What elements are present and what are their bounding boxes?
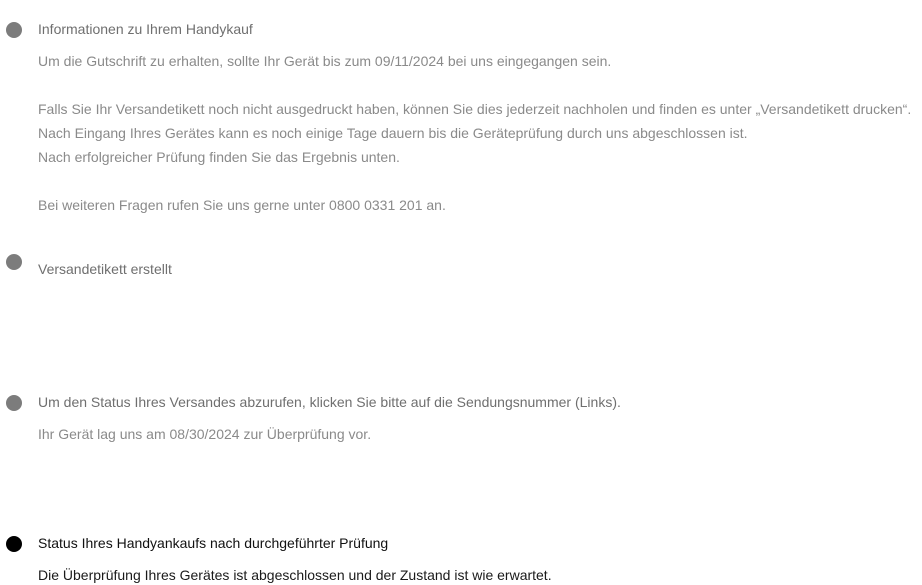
step-title: Versandetikett erstellt xyxy=(38,261,172,277)
timeline-dot-active xyxy=(6,536,22,552)
step-title: Informationen zu Ihrem Handykauf xyxy=(38,21,253,37)
timeline-dot xyxy=(6,22,22,38)
step-text: Ihr Gerät lag uns am 08/30/2024 zur Überprüfung vor. xyxy=(38,426,372,442)
step-text: Nach erfolgreicher Prüfung finden Sie das Ergebnis unten. xyxy=(38,149,400,165)
timeline-dot xyxy=(6,254,22,270)
step-title: Status Ihres Handyankaufs nach durchgeführter Prüfung xyxy=(38,535,389,551)
step-text: Die Überprüfung Ihres Gerätes ist abgeschlossen und der Zustand ist wie erwartet. xyxy=(38,567,552,583)
step-title: Um den Status Ihres Versandes abzurufen, klicken Sie bitte auf die Sendungsnummer (Links). xyxy=(38,394,621,410)
step-text: Nach Eingang Ihres Gerätes kann es noch einige Tage dauern bis die Geräteprüfung durch uns abgeschlossen ist. xyxy=(38,125,748,141)
step-text: Falls Sie Ihr Versandetikett noch nicht ausgedruckt haben, können Sie dies jederzeit nachholen und finden es unter „Versandetikett drucken“. xyxy=(38,101,912,117)
step-text: Um die Gutschrift zu erhalten, sollte Ihr Gerät bis zum 09/11/2024 bei uns eingegangen sein. xyxy=(38,53,612,69)
step-text: Bei weiteren Fragen rufen Sie uns gerne unter 0800 0331 201 an. xyxy=(38,197,446,213)
timeline-dot xyxy=(6,395,22,411)
